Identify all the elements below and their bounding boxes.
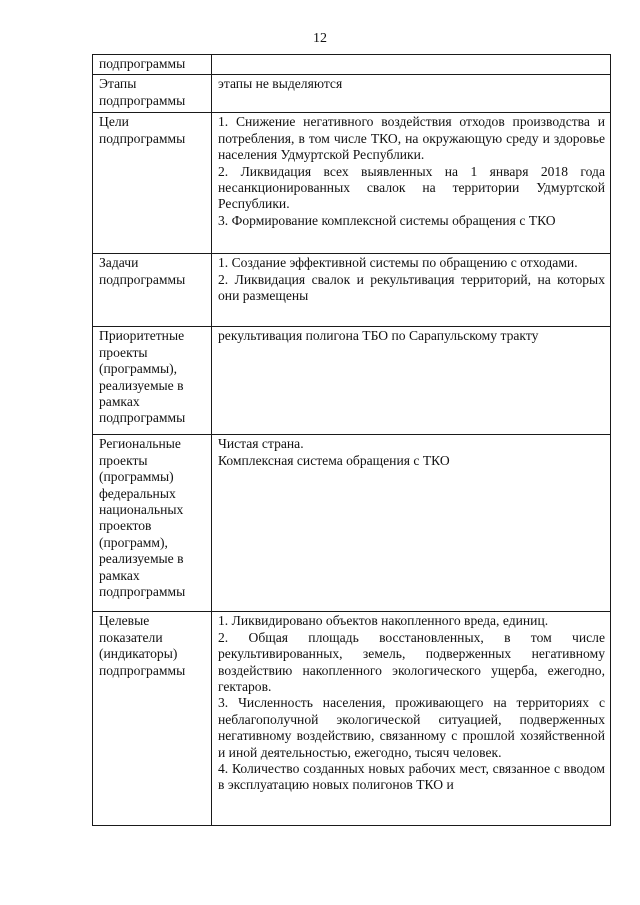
row-value-paragraph: 1. Снижение негативного воздействия отходов производства и потребления, в том числе ТКО, на окружающую среду и здоровье населения Удмуртской Республики.: [218, 114, 605, 163]
row-value-paragraph: 3. Численность населения, проживающего на территориях с неблагополучной экологической ситуацией, подверженных негативному воздействию, связанному с прошлой хозяйственной и иной деятельностью, ежегодно, тысяч человек.: [218, 695, 605, 760]
row-label-cell: [93, 327, 212, 435]
row-value-paragraph: Комплексная система обращения с ТКО: [218, 452, 450, 468]
row-value-paragraph: 2. Ликвидация всех выявленных на 1 января 2018 года несанкционированных свалок на территории Удмуртской Республики.: [218, 163, 605, 212]
row-value-paragraph: 4. Количество созданных новых рабочих мест, связанное с вводом в эксплуатацию новых полигонов ТКО и: [218, 761, 605, 793]
table-row: [93, 435, 611, 612]
table-row: [93, 113, 611, 254]
subprogram-passport-table: [92, 54, 611, 826]
row-label-cell: [93, 55, 212, 75]
table-row: [93, 55, 611, 75]
row-value-cell: [212, 327, 611, 435]
row-label: подпрограммы: [99, 56, 186, 71]
passport-table-body: [93, 55, 611, 826]
row-label: Цели подпрограммы: [99, 114, 186, 146]
row-label-cell: [93, 254, 212, 327]
row-label-cell: [93, 75, 212, 113]
row-value-paragraph: 2. Ликвидация свалок и рекультивация территорий, на которых они размещены: [218, 271, 605, 304]
row-label-cell: [93, 435, 212, 612]
row-label-cell: [93, 113, 212, 254]
row-label: Региональные проекты (программы) федеральных национальных проектов (программ), реализуемые в рамках подпрограммы: [99, 436, 186, 600]
row-label: Приоритетные проекты (программы), реализуемые в рамках подпрограммы: [99, 328, 186, 426]
row-value-cell: [212, 435, 611, 612]
table-row: [93, 327, 611, 435]
row-label: Задачи подпрограммы: [99, 255, 186, 287]
row-label-cell: [93, 612, 212, 826]
row-value-paragraph: 2. Общая площадь восстановленных, в том числе рекультивированных, земель, подверженных негативному воздействию накопленного экологического ущерба, ежегодно, гектаров.: [218, 629, 605, 695]
table-row: [93, 254, 611, 327]
row-value-cell: [212, 254, 611, 327]
page-number: 12: [313, 31, 327, 46]
row-label: Целевые показатели (индикаторы) подпрограммы: [99, 613, 186, 678]
row-value-cell: [212, 612, 611, 826]
row-value-paragraph: 1. Создание эффективной системы по обращению с отходами.: [218, 255, 578, 271]
table-row: [93, 612, 611, 826]
row-label: Этапы подпрограммы: [99, 76, 186, 108]
row-value-cell: [212, 113, 611, 254]
table-row: [93, 75, 611, 113]
row-value-cell: [212, 55, 611, 75]
row-value-paragraph: 3. Формирование комплексной системы обращения с ТКО: [218, 212, 556, 228]
row-value-paragraph: 1. Ликвидировано объектов накопленного вреда, единиц.: [218, 613, 549, 629]
row-value-paragraph: этапы не выделяются: [218, 76, 343, 92]
row-value-cell: [212, 75, 611, 113]
row-value-paragraph: рекультивация полигона ТБО по Сарапульскому тракту: [218, 328, 539, 344]
row-value-paragraph: Чистая страна.: [218, 436, 304, 452]
